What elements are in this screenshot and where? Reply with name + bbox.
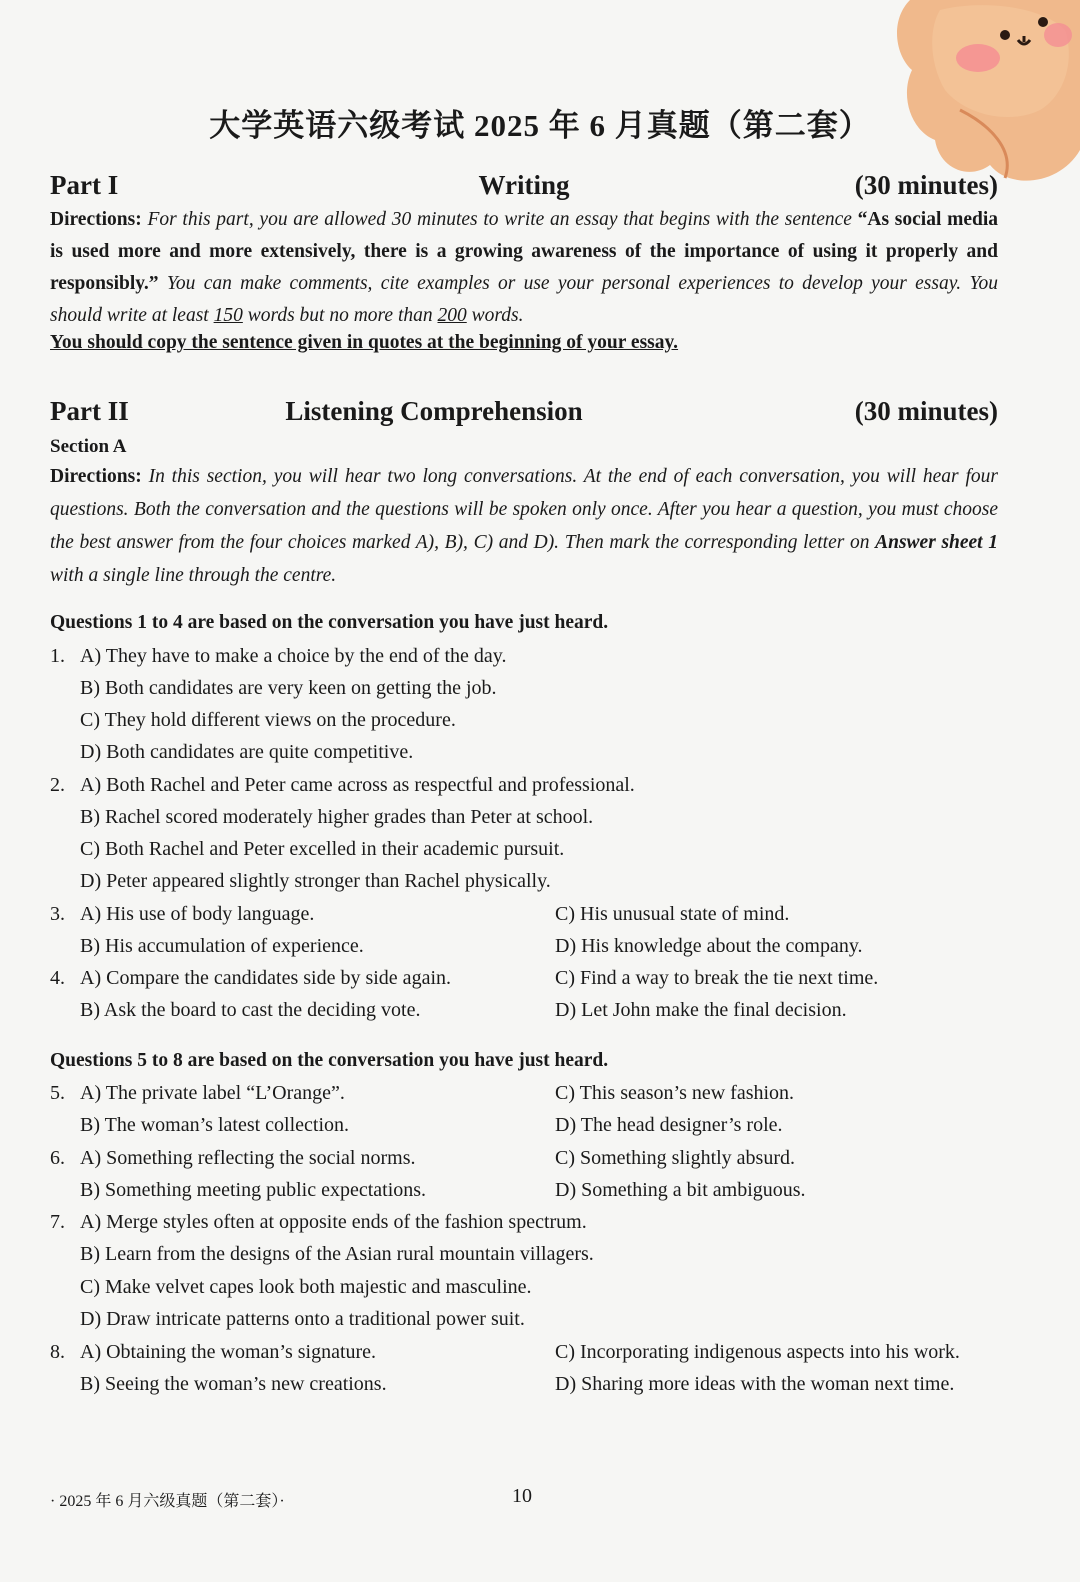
q5-option-c: C) This season’s new fashion. bbox=[555, 1082, 795, 1104]
part-2-directions: Directions: In this section, you will hear two long conversations. At the end of each conversation, you will hear four questions. Both the conversation and the questions will be spoken only once. After you hear a question, you must choose the best answer from the four choices marked A), B), C) and D). Then mark the corresponding letter on Answer sheet 1 with a single line through the centre. bbox=[50, 466, 999, 586]
group-1-heading: Questions 1 to 4 are based on the conversation you have just heard. bbox=[50, 612, 609, 633]
q3-option-b: B) His accumulation of experience. bbox=[80, 935, 364, 957]
min-words: 150 bbox=[213, 305, 243, 326]
q5-option-b: B) The woman’s latest collection. bbox=[80, 1114, 350, 1136]
part-2-name: Listening Comprehension bbox=[285, 396, 583, 426]
q6-option-b: B) Something meeting public expectations. bbox=[80, 1179, 427, 1201]
q8-option-d: D) Sharing more ideas with the woman next time. bbox=[555, 1373, 955, 1395]
q3-option-c: C) His unusual state of mind. bbox=[555, 903, 790, 925]
part-1-header bbox=[50, 170, 998, 206]
q2-option-b: B) Rachel scored moderately higher grades than Peter at school. bbox=[80, 806, 594, 828]
q2-option-a: A) Both Rachel and Peter came across as respectful and professional. bbox=[80, 774, 635, 796]
part-1-name: Writing bbox=[478, 170, 570, 200]
q1-option-b: B) Both candidates are very keen on getting the job. bbox=[80, 677, 497, 699]
q5-option-d: D) The head designer’s role. bbox=[555, 1114, 783, 1136]
part-1-directions: Directions: For this part, you are allowed 30 minutes to write an essay that begins with the sentence “As social media is used more and more extensively, there is a growing awareness of the importance of using it properly and responsibly.” You can make comments, cite examples or use your personal experiences to develop your essay. You should write at least 150 words but no more than 200 words. bbox=[50, 209, 999, 326]
page-number: 10 bbox=[512, 1485, 532, 1507]
q3-option-d: D) His knowledge about the company. bbox=[555, 935, 863, 957]
q1-option-c: C) They hold different views on the procedure. bbox=[80, 709, 456, 731]
part-1-time: (30 minutes) bbox=[854, 170, 998, 200]
q4-option-c: C) Find a way to break the tie next time. bbox=[555, 967, 879, 989]
q1-option-d: D) Both candidates are quite competitive. bbox=[80, 741, 414, 763]
part-2-label: Part II bbox=[50, 396, 129, 426]
q8-option-b: B) Seeing the woman’s new creations. bbox=[80, 1373, 387, 1395]
q4-option-a: A) Compare the candidates side by side again. bbox=[80, 967, 451, 989]
q7-option-a: A) Merge styles often at opposite ends of the fashion spectrum. bbox=[80, 1211, 587, 1233]
q4-option-d: D) Let John make the final decision. bbox=[555, 999, 847, 1021]
copy-sentence-note: You should copy the sentence given in quotes at the beginning of your essay. bbox=[50, 332, 679, 353]
group-2-heading: Questions 5 to 8 are based on the conversation you have just heard. bbox=[50, 1050, 609, 1071]
q7-option-d: D) Draw intricate patterns onto a traditional power suit. bbox=[80, 1308, 525, 1330]
q5-option-a: A) The private label “L’Orange”. bbox=[80, 1082, 345, 1104]
max-words: 200 bbox=[437, 305, 467, 326]
q2-option-d: D) Peter appeared slightly stronger than Rachel physically. bbox=[80, 870, 551, 892]
part-2-header bbox=[50, 396, 998, 432]
q6-option-a: A) Something reflecting the social norms. bbox=[80, 1147, 416, 1169]
exam-page: 大学英语六级考试 2025 年 6 月真题（第二套） Part I Writing (30 minutes) Directions: For this part, you are allowed 30 minutes to write an essay that begins with the sentence “As social media is used more and more extensively, there is a growing awareness of the importance of using it properly and responsibly.” You can make comments, cite examples or use your personal experiences to develop your essay. You should write at least 150 words but no more than 200 words. You should copy the sentence given in quotes at the beginning of your essay. Part II Listening Comprehension (30 minutes) Section A Directions: In this section, you will hear two long conversations. At the end of each conversation, you will hear four questions. Both the conversation and the questions will be spoken only once. After you hear a question, you must choose the best answer from the four choices marked A), B), C) and D). Then mark the corresponding letter on Answer sheet 1 with a single line through the centre. Questions 1 to 4 are based on the conversation you have just heard. 1. A) They have to make a choice by the end of the day. B) Both candidates are very keen on getting the job. C) They hold different views on the procedure. D) Both candidates are quite competitive. 2. A) Both Rachel and Peter came across as respectful and professional. B) Rachel scored moderately higher grades than Peter at school. C) Both Rachel and Peter excelled in their academic pursuit. D) Peter appeared slightly stronger than Rachel physically. 3. A) His use of body language. C) His unusual state of mind. B) His accumulation of experience. D) His knowledge about the company. 4. A) Compare the candidates side by side again. C) Find a way to break the tie next time. B) Ask the board to cast the deciding vote. D) Let John make the final decision. Questions 5 to 8 are based on the conversation you have just heard. 5. A) The private label “L’Orange”. C) This season’s new fashion. B) The woman’s latest collection. D) The head designer’s role. 6. A) Something reflecting the social norms. C) Something slightly absurd. B) Something meeting public expectations. D) Something a bit ambiguous. 7. A) Merge styles often at opposite ends of the fashion spectrum. B) Learn from the designs of the Asian rural mountain villagers. C) Make velvet capes look both majestic and masculine. D) Draw intricate patterns onto a traditional power suit. 8. A) Obtaining the woman’s signature. C) Incorporating indigenous aspects into his work. B) Seeing the woman’s new creations. D) Sharing more ideas with the woman next time. · 2025 年 6 月六级真题（第二套）· 10 bbox=[0, 0, 1080, 1582]
q7-option-c: C) Make velvet capes look both majestic and masculine. bbox=[80, 1276, 532, 1298]
q4-option-b: B) Ask the board to cast the deciding vote. bbox=[80, 999, 421, 1021]
part-2-time: (30 minutes) bbox=[854, 396, 998, 426]
bear-sticker-icon bbox=[840, 0, 1080, 190]
q8-option-a: A) Obtaining the woman’s signature. bbox=[80, 1341, 377, 1363]
footer-label: · 2025 年 6 月六级真题（第二套）· bbox=[50, 1493, 285, 1510]
q7-option-b: B) Learn from the designs of the Asian rural mountain villagers. bbox=[80, 1243, 594, 1265]
q3-option-a: A) His use of body language. bbox=[80, 903, 315, 925]
q8-option-c: C) Incorporating indigenous aspects into his work. bbox=[555, 1341, 960, 1363]
q6-option-c: C) Something slightly absurd. bbox=[555, 1147, 795, 1169]
q1-option-a: A) They have to make a choice by the end of the day. bbox=[80, 645, 507, 667]
page-title: 大学英语六级考试 2025 年 6 月真题（第二套） bbox=[209, 108, 871, 143]
part-1-label: Part I bbox=[50, 170, 119, 200]
section-a-label: Section A bbox=[50, 436, 127, 457]
q6-option-d: D) Something a bit ambiguous. bbox=[555, 1179, 806, 1201]
q2-option-c: C) Both Rachel and Peter excelled in their academic pursuit. bbox=[80, 838, 565, 860]
